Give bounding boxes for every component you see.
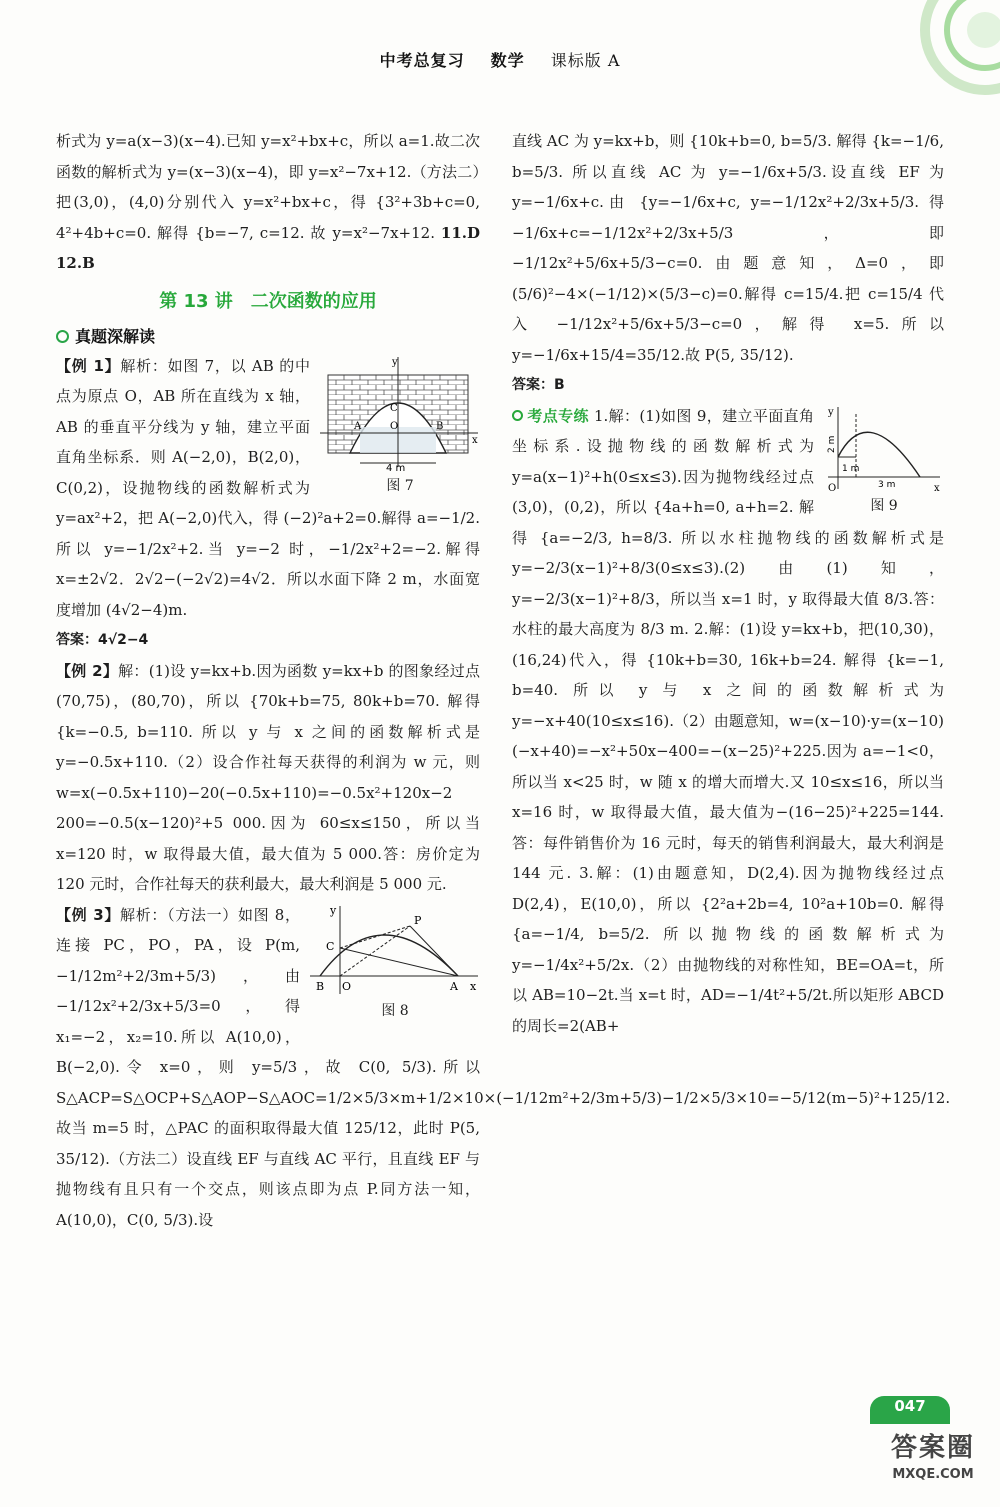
figure-9-diagram — [824, 405, 944, 495]
figure-9 — [824, 405, 944, 517]
section-heading — [56, 323, 480, 351]
figure-9-height-label: 2 m — [827, 435, 837, 453]
left-paragraph-1 — [56, 126, 496, 279]
page-number-text: 047 — [894, 1397, 926, 1415]
watermark-url: MXQE.COM — [892, 1467, 974, 1482]
figure-7 — [320, 355, 480, 497]
svg-text:B: B — [316, 979, 325, 993]
section-heading-text: 真题深解读 — [75, 326, 156, 346]
lesson-title: 第 13 讲 二次函数的应用 — [159, 290, 377, 312]
figure-9-1m-label: 1 m — [842, 463, 860, 474]
header-book-title: 中考总复习 — [379, 51, 465, 70]
svg-text:O: O — [390, 420, 399, 432]
example-3-label: 【例 3】 — [56, 905, 121, 924]
practice-heading-text: 考点专练 — [527, 406, 589, 425]
header-edition: 课标版 A — [550, 51, 621, 70]
svg-text:x: x — [472, 434, 478, 446]
svg-text:y: y — [330, 903, 337, 917]
example-1-text: 解析：如图 7，以 AB 的中点为原点 O，AB 所在直线为 x 轴，AB 的垂直平分线为 y 轴，建立平面直角坐标系．则 A(−2,0)，B(2,0)，C(0,2)，设抛物线的函数解析式为 y=ax²+2，把 A(−2,0)代入，得 (−2)²a+2=0.解得 a=−1/2.所以 y=−1/2x²+2.当 y=−2 时，−1/2x²+2=−2.解得 x=±2√2．2√2−(−2√2)=4√2．所以水面下降 2 m，水面宽度增加 (4√2−4)m. — [56, 356, 480, 619]
watermark-logo-text: 答案圈 — [890, 1433, 975, 1463]
svg-text:O: O — [828, 482, 837, 494]
practice-text: 1.解：(1)如图 9，建立平面直角坐标系.设抛物线的函数解析式为 y=a(x−1)²+h(0≤x≤3).因为抛物线经过点(3,0)，(0,2)，所以 {4a+h=0, a+h=2. 解得 {a=−2/3, h=8/3. 所以水柱抛物线的函数解析式是 y=−2/3(x−1)²+8/3(0≤x≤3).(2)由(1)知，y=−2/3(x−1)²+8/3，所以当 x=1 时，y 取得最大值 8/3.答：水柱的最大高度为 8/3 m. 2.解：(1)设 y=kx+b，把(10,30)，(16,24)代入，得 {10k+b=30, 16k+b=24. 解得 {k=−1, b=40. 所以 y 与 x 之间的函数解析式为 y=−x+40(10≤x≤16).（2）由题意知，w=(x−10)·y=(x−10)(−x+40)=−x²+50x−400=−(x−25)²+225.因为 a=−1<0，所以当 x<25 时，w 随 x 的增大而增大.又 10≤x≤16，所以当 x=16 时，w 取得最大值，最大值为−(16−25)²+225=144.答：每件销售价为 16 元时，每天的销售利润最大，最大利润是 144 元. 3.解：(1)由题意知，D(2,4).因为抛物线经过点 D(2,4)，E(10,0)，所以 {2²a+2b=4, 10²a+10b=0. 解得 {a=−1/4, b=5/2. 所以抛物线的函数解析式为 y=−1/4x²+5/2x.（2）由抛物线的对称性知，BE=OA=t，所以 AB=10−2t.当 x=t 时，AD=−1/4t²+5/2t.所以矩形 ABCD 的周长=2(AB+ — [512, 406, 944, 1035]
ring-icon — [512, 410, 523, 421]
figure-8 — [310, 904, 480, 1022]
example-2-text: 解：(1)设 y=kx+b.因为函数 y=kx+b 的图象经过点(70,75)，(80,70)，所以 {70k+b=75, 80k+b=70. 解得 {k=−0.5, b=110. 所以 y 与 x 之间的函数解析式是 y=−0.5x+110.（2）设合作社每天获得的利润为 w 元，则 w=x(−0.5x+110)−20(−0.5x+110)=−0.5x²+120x−2 200=−0.5(x−120)²+5 000.因为 60≤x≤150，所以当 x=120 时，w 取得最大值，最大值为 5 000.答：房价定为 120 元时，合作社每天的获利最大，最大利润是 5 000 元. — [56, 661, 480, 893]
svg-text:y: y — [828, 406, 834, 418]
answers-11-12: 11.D 12.B — [56, 223, 496, 272]
example-2 — [56, 656, 480, 900]
example-1-label: 【例 1】 — [56, 356, 121, 375]
left-paragraph-1-text: 析式为 y=a(x−3)(x−4).已知 y=x²+bx+c，所以 a=1.故二次函数的解析式为 y=(x−3)(x−4)，即 y=x²−7x+12.（方法二）把(3,0)，(4,0)分别代入 y=x²+bx+c，得 {3²+3b+c=0, 4²+4b+c=0. 解得 {b=−7, c=12. 故 y=x²−7x+12. — [56, 132, 480, 242]
svg-text:A: A — [354, 420, 362, 432]
figure-7-width-label: 4 m — [386, 462, 406, 474]
header-subject: 数学 — [490, 51, 525, 70]
figure-8-diagram — [310, 904, 480, 1000]
figure-8-caption: 图 8 — [381, 1002, 409, 1019]
right-paragraph-1: 直线 AC 为 y=kx+b，则 {10k+b=0, b=5/3. 解得 {k=−1/6, b=5/3. 所以直线 AC 为 y=−1/6x+5/3.设直线 EF 为 y=−1/6x+c.由 {y=−1/6x+c, y=−1/12x²+2/3x+5/3. 得 −1/6x+c=−1/12x²+2/3x+5/3，即 −1/12x²+5/6x+5/3−c=0.由题意知，Δ=0，即(5/6)²−4×(−1/12)×(5/3−c)=0.解得 c=15/4.把 c=15/4 代入 −1/12x²+5/6x+5/3−c=0，解得 x=5.所以 y=−1/6x+15/4=35/12.故 P(5, 35/12). — [512, 132, 944, 364]
figure-7-diagram — [320, 355, 480, 475]
svg-text:y: y — [392, 356, 398, 368]
ring-icon — [56, 330, 69, 343]
watermark — [872, 1430, 994, 1484]
svg-text:P: P — [414, 913, 422, 927]
example-3-text: 解析：（方法一）如图 8，连接 PC，PO，PA，设 P(m, −1/12m²+2/3m+5/3)，由 −1/12x²+2/3x+5/3=0，得 x₁=−2，x₂=10.所以 A(10,0)，B(−2,0).令 x=0，则 y=5/3，故 C(0, 5/3).所以 S△ACP=S△OCP+S△AOP−S△AOC=1/2×5/3×m+1/2×10×(−1/12m²+2/3m+5/3)−1/2×5/3×10=−5/12(m−5)²+125/12.故当 m=5 时，△PAC 的面积取得最大值 125/12，此时 P(5, 35/12).（方法二）设直线 EF 与直线 AC 平行，且直线 EF 与抛物线有且只有一个交点，则该点即为点 P.同方法一知，A(10,0)，C(0, 5/3).设 — [56, 905, 951, 1229]
svg-text:B: B — [436, 420, 444, 432]
svg-text:x: x — [470, 979, 477, 993]
page-header — [0, 48, 1000, 71]
svg-text:A: A — [450, 979, 458, 993]
practice-heading — [512, 407, 589, 425]
figure-7-caption: 图 7 — [386, 477, 414, 494]
figure-9-3m-label: 3 m — [878, 479, 896, 490]
page-number — [870, 1386, 950, 1426]
example-2-label: 【例 2】 — [56, 661, 119, 680]
svg-text:x: x — [934, 482, 940, 494]
answer-b: 答案：B — [512, 377, 565, 393]
answer-1: 答案：4√2−4 — [56, 632, 149, 648]
right-column — [512, 126, 944, 1041]
svg-text:C: C — [326, 939, 335, 953]
svg-text:O: O — [342, 979, 352, 993]
figure-9-caption: 图 9 — [870, 497, 898, 514]
svg-text:C: C — [390, 402, 398, 414]
